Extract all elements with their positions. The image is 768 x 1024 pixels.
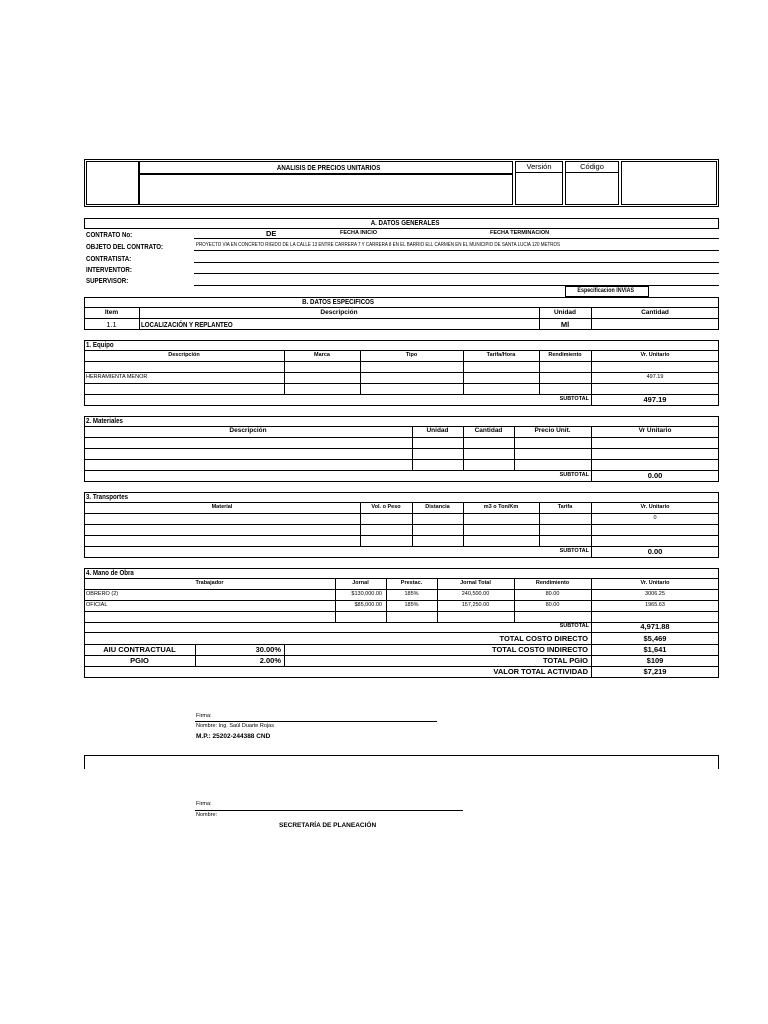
version-divider <box>515 172 563 173</box>
total-directo-label: TOTAL COSTO DIRECTO <box>499 634 588 643</box>
transportes-line <box>84 513 719 514</box>
mano-obra-col-rendimiento: Rendimiento <box>535 580 570 586</box>
worker-rendimiento: 80.00 <box>545 591 560 597</box>
mano-obra-title: 4. Mano de Obra <box>86 568 134 577</box>
equipo-row-desc: HERRAMIENTA MENOR <box>86 374 148 380</box>
transportes-title: 3. Transportes <box>86 492 129 501</box>
specific-title: B. DATOS ESPECIFICOS <box>302 297 375 306</box>
separator-line <box>84 755 719 756</box>
version-label: Versión <box>526 162 552 171</box>
materiales-title: 2. Materiales <box>86 416 123 425</box>
transportes-subtotal: 0.00 <box>647 547 663 556</box>
equipo-subtotal-label: SUBTOTAL <box>559 396 589 402</box>
mano-obra-col-trabajador: Trabajador <box>195 580 224 586</box>
transportes-col-distancia: Distancia <box>425 504 450 510</box>
worker-vr: 3006.25 <box>645 591 665 597</box>
col-unidad: Unidad <box>553 309 577 316</box>
materiales-line <box>84 448 719 449</box>
signer-name: Nombre: Ing. Saúl Duarte Rojas <box>196 723 274 729</box>
mano-obra-line <box>84 600 719 601</box>
materiales-col-descripcion: Descripción <box>229 427 267 434</box>
totals-col-line <box>284 644 285 666</box>
worker-total: 240,500.00 <box>461 591 490 597</box>
mano-obra-line <box>84 578 719 579</box>
general-title: A. DATOS GENERALES <box>370 218 440 227</box>
specific-row-line <box>84 318 719 319</box>
totals-line <box>84 644 719 645</box>
nombre2-label: Nombre: <box>196 812 218 818</box>
materiales-col-unidad: Unidad <box>426 427 449 434</box>
col-cantidad: Cantidad <box>641 309 669 316</box>
mano-obra-line <box>84 611 719 612</box>
total-indirecto-label: TOTAL COSTO INDIRECTO <box>492 645 588 654</box>
transportes-first-vr: 0 <box>653 515 657 521</box>
worker-prestac: 185% <box>404 591 419 597</box>
fecha-inicio-label: FECHA INICIO <box>340 230 378 236</box>
signature-line <box>195 721 437 722</box>
signature2-line <box>195 810 463 811</box>
separator-right <box>718 755 719 769</box>
total-pgio-label: TOTAL PGIO <box>542 656 588 665</box>
equipo-col-tarifa: Tarifa/Hora <box>486 352 516 358</box>
transportes-line <box>84 502 719 503</box>
transportes-col-vol: Vol. o Peso <box>371 504 401 510</box>
worker-total: 157,250.00 <box>461 602 490 608</box>
mano-obra-line <box>84 589 719 590</box>
materiales-col-vr-unitario: Vr Unitario <box>638 427 672 434</box>
worker-jornal: $130,000.00 <box>351 591 382 597</box>
materiales-line <box>84 437 719 438</box>
especificacion-label: Especificacion INVIAS <box>577 287 635 294</box>
objeto-label: OBJETO DEL CONTRATO: <box>86 242 164 251</box>
total-pgio-value: $109 <box>646 656 664 665</box>
separator-left <box>84 755 85 769</box>
firma2-label: Firma: <box>196 801 212 807</box>
mano-obra-col-jornal-total: Jornal Total <box>460 580 491 586</box>
office-name: SECRETARÍA DE PLANEACIÓN <box>279 822 377 829</box>
total-indirecto-value: $1,641 <box>643 645 667 654</box>
equipo-title: 1. Equipo <box>86 340 114 349</box>
unit-value: Ml <box>560 320 570 329</box>
transportes-line <box>84 535 719 536</box>
code-label: Código <box>580 162 604 171</box>
worker-name: OFICIAL <box>86 602 108 608</box>
equipo-row-vr: 497.19 <box>646 374 664 380</box>
equipo-col-rendimiento: Rendimiento <box>548 352 582 358</box>
worker-vr: 1965.63 <box>645 602 665 608</box>
pgio-label: PGIO <box>130 656 149 665</box>
col-descripcion: Descripción <box>320 309 358 316</box>
worker-rendimiento: 80.00 <box>545 602 560 608</box>
totals-line <box>84 655 719 656</box>
equipo-col-tipo: Tipo <box>405 352 418 358</box>
equipo-line <box>84 350 719 351</box>
materiales-line <box>84 426 719 427</box>
equipo-line <box>84 361 719 362</box>
signer-mp: M.P.: 25202-244388 CND <box>196 733 271 740</box>
transportes-line <box>84 546 719 547</box>
valor-total-label: VALOR TOTAL ACTIVIDAD <box>493 667 588 676</box>
materiales-subtotal-label: SUBTOTAL <box>559 472 589 478</box>
item-value: 1.1 <box>106 320 117 329</box>
contrato-line <box>194 238 719 239</box>
materiales-subtotal: 0.00 <box>647 471 663 480</box>
fecha-terminacion-label: FECHA TERMINACION <box>490 230 550 236</box>
aiu-label: AIU CONTRACTUAL <box>103 645 176 654</box>
mano-obra-col-vr-unitario: Vr. Unitario <box>640 580 670 586</box>
right-logo-cell <box>621 161 717 205</box>
transportes-col-tarifa: Tarifa <box>557 504 573 510</box>
equipo-line <box>84 383 719 384</box>
equipo-col-descripcion: Descripción <box>168 352 200 358</box>
equipo-col-vr-unitario: Vr. Unitario <box>640 352 670 358</box>
mano-obra-subtotal-label: SUBTOTAL <box>559 623 589 629</box>
valor-total-value: $7,219 <box>643 667 667 676</box>
transportes-subtotal-label: SUBTOTAL <box>559 548 589 554</box>
objeto-value: PROYECTO VIA EN CONCRETO RIGIDO DE LA CALLE 13 ENTRE CARRERA 7 Y CARRERA 8 EN EL BARRIO ELL CARMEN EN EL MUNICIPIO DE SANTA LUCIA 120 METROS <box>196 242 561 248</box>
logo-cell <box>86 161 139 205</box>
code-divider <box>565 172 619 173</box>
mano-obra-line <box>84 632 719 633</box>
title-content-cell <box>139 174 513 205</box>
mano-obra-col-prestac: Prestac. <box>400 580 423 586</box>
contrato-label: CONTRATO No: <box>86 230 133 239</box>
objeto-line <box>194 250 719 251</box>
interventor-label: INTERVENTOR: <box>86 265 132 274</box>
firma-label: Firma: <box>196 713 212 719</box>
mano-obra-col-jornal: Jornal <box>352 580 369 586</box>
interventor-line <box>194 273 719 274</box>
supervisor-label: SUPERVISOR: <box>86 276 129 285</box>
contratista-label: CONTRATISTA: <box>86 254 132 263</box>
equipo-line <box>84 394 719 395</box>
equipo-subtotal: 497.19 <box>643 395 667 404</box>
equipo-col-marca: Marca <box>314 352 330 358</box>
worker-jornal: $85,000.00 <box>354 602 382 608</box>
contratista-line <box>194 262 719 263</box>
specific-row-line <box>84 307 719 308</box>
equipo-line <box>84 372 719 373</box>
aiu-pct: 30.00% <box>255 645 281 654</box>
transportes-col-m3: m3 o Ton/Km <box>483 504 519 510</box>
worker-prestac: 185% <box>404 602 419 608</box>
transportes-line <box>84 524 719 525</box>
materiales-line <box>84 470 719 471</box>
col-item: Item <box>104 309 119 316</box>
totals-line <box>84 666 719 667</box>
transportes-col-vr-unitario: Vr. Unitario <box>640 504 670 510</box>
materiales-col-precio: Precio Unit. <box>534 427 571 434</box>
materiales-line <box>84 459 719 460</box>
de-label: DE <box>266 229 277 238</box>
total-directo-value: $5,469 <box>643 634 667 643</box>
description-value: LOCALIZACIÓN Y REPLANTEO <box>141 320 233 329</box>
worker-name: OBRERO (2) <box>86 591 119 597</box>
materiales-col-cantidad: Cantidad <box>474 427 503 434</box>
transportes-col-material: Material <box>211 504 233 510</box>
mano-obra-subtotal: 4,971.88 <box>640 622 670 631</box>
pgio-pct: 2.00% <box>259 656 281 665</box>
page-title: ANALISIS DE PRECIOS UNITARIOS <box>276 163 381 172</box>
